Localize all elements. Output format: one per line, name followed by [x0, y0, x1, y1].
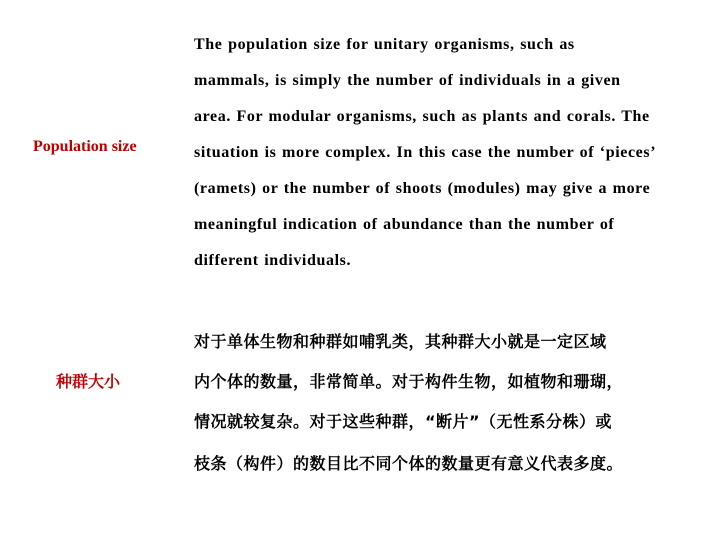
english-term: Population size [33, 138, 137, 155]
chinese-line-2: 内个体的数量，非常简单。对于构件生物，如植物和珊瑚， [194, 372, 624, 391]
english-line-7: different individuals. [194, 252, 352, 269]
english-line-2: mammals, is simply the number of individuals in a given [194, 72, 621, 89]
chinese-line-1: 对于单体生物和种群如哺乳类，其种群大小就是一定区域 [194, 332, 607, 351]
chinese-line-3: 情况就较复杂。对于这些种群，“断片”（无性系分株）或 [194, 412, 613, 431]
english-line-3: area. For modular organisms, such as plants and corals. The [194, 108, 650, 125]
chinese-term: 种群大小 [56, 372, 121, 391]
english-line-4: situation is more complex. In this case the number of ‘pieces’ [194, 144, 657, 161]
english-line-1: The population size for unitary organisms, such as [194, 36, 575, 53]
english-line-6: meaningful indication of abundance than the number of [194, 216, 615, 233]
english-line-5: (ramets) or the number of shoots (modules) may give a more [194, 180, 651, 197]
chinese-line-4: 枝条（构件）的数目比不同个体的数量更有意义代表多度。 [194, 454, 624, 473]
